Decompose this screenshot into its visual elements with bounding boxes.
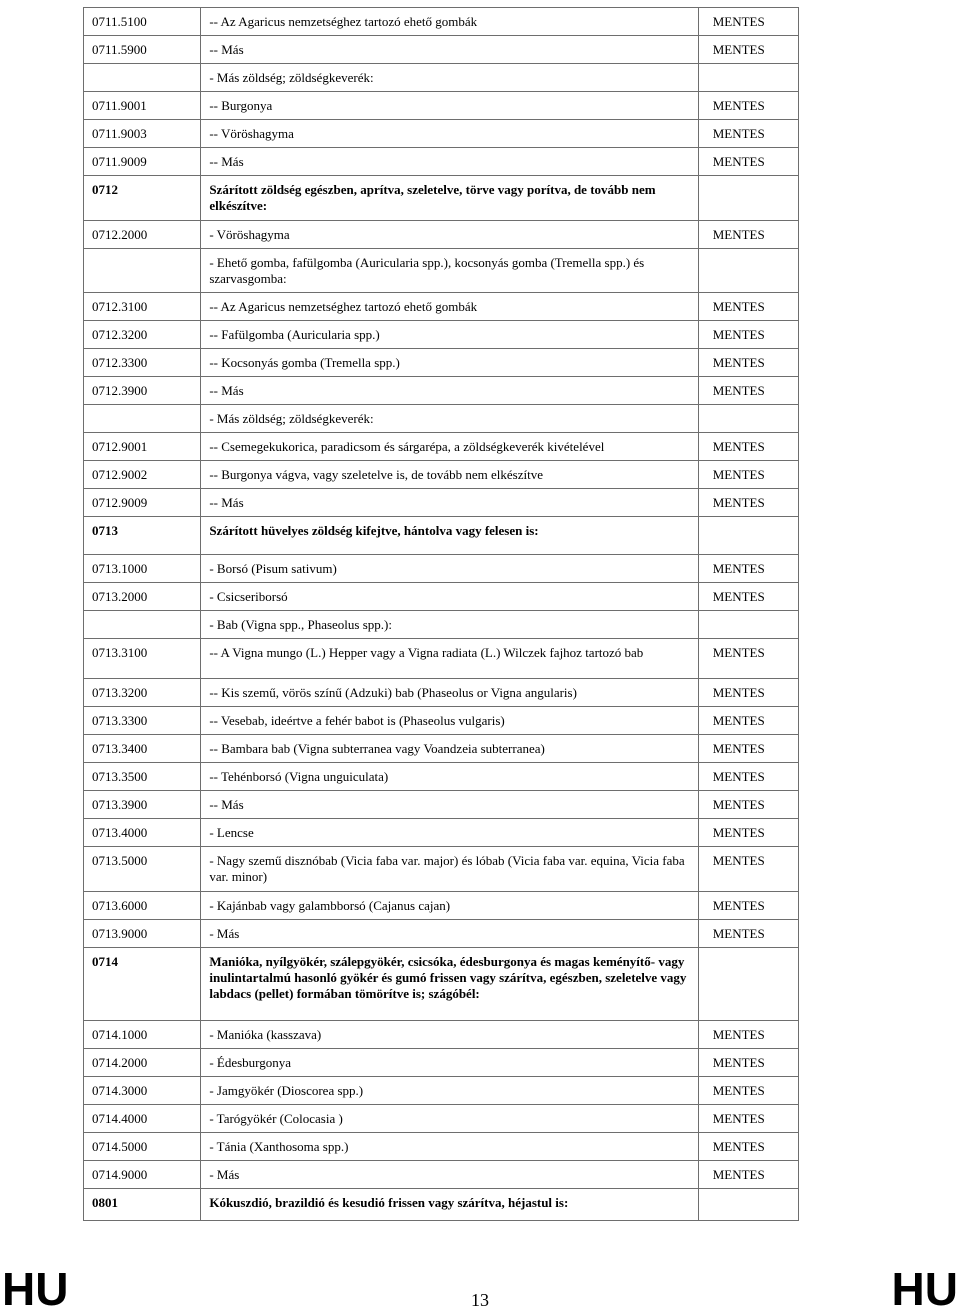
tariff-code-cell: 0711.9003 — [84, 120, 201, 148]
tariff-code-cell: 0712.9009 — [84, 489, 201, 517]
duty-rate-cell — [698, 517, 798, 555]
duty-rate-cell: MENTES — [698, 679, 798, 707]
description-cell: Manióka, nyílgyökér, szálepgyökér, csicsóka, édesburgonya és magas keményítő- vagy inulintartalmú hasonló gyökér és gumó frissen vagy szárítva, egészben, szeletelve vagy labdacs (pellet) formában tömörítve is; szágóbél: — [201, 948, 698, 1021]
tariff-code-cell: 0712.3200 — [84, 321, 201, 349]
tariff-code-cell: 0713.5000 — [84, 847, 201, 892]
description-cell: - Más — [201, 1161, 698, 1189]
table-row — [84, 176, 799, 221]
description-cell: - Más — [201, 920, 698, 948]
tariff-code-cell: 0711.9009 — [84, 148, 201, 176]
tariff-code-cell: 0713.3200 — [84, 679, 201, 707]
duty-rate-cell: MENTES — [698, 120, 798, 148]
description-cell: -- Az Agaricus nemzetséghez tartozó ehető gombák — [201, 293, 698, 321]
tariff-code-cell: 0712.3900 — [84, 377, 201, 405]
table-row — [84, 1105, 799, 1133]
duty-rate-cell: MENTES — [698, 1105, 798, 1133]
description-cell: - Tarógyökér (Colocasia ) — [201, 1105, 698, 1133]
description-cell: -- Kocsonyás gomba (Tremella spp.) — [201, 349, 698, 377]
description-cell: - Nagy szemű disznóbab (Vicia faba var. major) és lóbab (Vicia faba var. equina, Vicia faba var. minor) — [201, 847, 698, 892]
table-row — [84, 377, 799, 405]
duty-rate-cell: MENTES — [698, 8, 798, 36]
duty-rate-cell: MENTES — [698, 1077, 798, 1105]
duty-rate-cell: MENTES — [698, 148, 798, 176]
table-row — [84, 1021, 799, 1049]
table-row — [84, 555, 799, 583]
tariff-code-cell: 0713.3300 — [84, 707, 201, 735]
description-cell: - Borsó (Pisum sativum) — [201, 555, 698, 583]
duty-rate-cell: MENTES — [698, 293, 798, 321]
tariff-code-cell: 0712 — [84, 176, 201, 221]
description-cell: - Édesburgonya — [201, 1049, 698, 1077]
table-row — [84, 1133, 799, 1161]
table-row — [84, 791, 799, 819]
duty-rate-cell: MENTES — [698, 1161, 798, 1189]
table-row — [84, 707, 799, 735]
tariff-code-cell: 0713.6000 — [84, 892, 201, 920]
tariff-code-cell: 0711.5900 — [84, 36, 201, 64]
table-row — [84, 8, 799, 36]
tariff-code-cell: 0713.4000 — [84, 819, 201, 847]
description-cell: -- Vöröshagyma — [201, 120, 698, 148]
duty-rate-cell: MENTES — [698, 489, 798, 517]
footer-country-code-left: HU — [2, 1263, 69, 1315]
table-row — [84, 583, 799, 611]
table-row — [84, 1189, 799, 1221]
description-cell: - Kajánbab vagy galambborsó (Cajanus cajan) — [201, 892, 698, 920]
duty-rate-cell — [698, 64, 798, 92]
description-cell: Kókuszdió, brazildió és kesudió frissen vagy szárítva, héjastul is: — [201, 1189, 698, 1221]
tariff-code-cell: 0714.2000 — [84, 1049, 201, 1077]
table-row — [84, 735, 799, 763]
tariff-code-cell: 0712.9001 — [84, 433, 201, 461]
duty-rate-cell: MENTES — [698, 461, 798, 489]
description-cell: - Manióka (kasszava) — [201, 1021, 698, 1049]
description-cell: -- Tehénborsó (Vigna unguiculata) — [201, 763, 698, 791]
tariff-code-cell: 0713.9000 — [84, 920, 201, 948]
table-row — [84, 489, 799, 517]
tariff-code-cell: 0713.3500 — [84, 763, 201, 791]
duty-rate-cell: MENTES — [698, 639, 798, 679]
tariff-code-cell — [84, 405, 201, 433]
tariff-code-cell: 0713.3100 — [84, 639, 201, 679]
tariff-code-cell: 0712.2000 — [84, 221, 201, 249]
description-cell: - Bab (Vigna spp., Phaseolus spp.): — [201, 611, 698, 639]
description-cell: -- Fafülgomba (Auricularia spp.) — [201, 321, 698, 349]
table-row — [84, 1049, 799, 1077]
tariff-code-cell: 0714.5000 — [84, 1133, 201, 1161]
description-cell: - Más zöldség; zöldségkeverék: — [201, 64, 698, 92]
description-cell: - Lencse — [201, 819, 698, 847]
table-row — [84, 249, 799, 293]
tariff-code-cell: 0711.9001 — [84, 92, 201, 120]
description-cell: -- Az Agaricus nemzetséghez tartozó ehető gombák — [201, 8, 698, 36]
table-row — [84, 679, 799, 707]
table-row — [84, 433, 799, 461]
duty-rate-cell — [698, 948, 798, 1021]
duty-rate-cell — [698, 405, 798, 433]
tariff-code-cell: 0712.3100 — [84, 293, 201, 321]
tariff-code-cell: 0714.4000 — [84, 1105, 201, 1133]
table-row — [84, 349, 799, 377]
description-cell: - Jamgyökér (Dioscorea spp.) — [201, 1077, 698, 1105]
duty-rate-cell: MENTES — [698, 819, 798, 847]
description-cell: -- Más — [201, 36, 698, 64]
duty-rate-cell: MENTES — [698, 892, 798, 920]
description-cell: - Ehető gomba, fafülgomba (Auricularia spp.), kocsonyás gomba (Tremella spp.) és szarvasgomba: — [201, 249, 698, 293]
table-row — [84, 321, 799, 349]
description-cell: -- Burgonya — [201, 92, 698, 120]
tariff-table-body — [84, 8, 799, 1221]
description-cell: -- Vesebab, ideértve a fehér babot is (Phaseolus vulgaris) — [201, 707, 698, 735]
table-row — [84, 847, 799, 892]
tariff-code-cell: 0714 — [84, 948, 201, 1021]
duty-rate-cell: MENTES — [698, 36, 798, 64]
tariff-code-cell: 0714.1000 — [84, 1021, 201, 1049]
description-cell: -- Más — [201, 148, 698, 176]
description-cell: - Csicseriborsó — [201, 583, 698, 611]
table-row — [84, 148, 799, 176]
tariff-code-cell — [84, 611, 201, 639]
description-cell: - Vöröshagyma — [201, 221, 698, 249]
duty-rate-cell: MENTES — [698, 707, 798, 735]
tariff-code-cell: 0712.9002 — [84, 461, 201, 489]
tariff-code-cell: 0712.3300 — [84, 349, 201, 377]
table-row — [84, 819, 799, 847]
duty-rate-cell: MENTES — [698, 1021, 798, 1049]
duty-rate-cell: MENTES — [698, 92, 798, 120]
description-cell: -- Más — [201, 489, 698, 517]
duty-rate-cell: MENTES — [698, 791, 798, 819]
duty-rate-cell: MENTES — [698, 847, 798, 892]
table-row — [84, 892, 799, 920]
description-cell: -- A Vigna mungo (L.) Hepper vagy a Vigna radiata (L.) Wilczek fajhoz tartozó bab — [201, 639, 698, 679]
table-row — [84, 611, 799, 639]
duty-rate-cell: MENTES — [698, 1049, 798, 1077]
tariff-table — [83, 7, 799, 1221]
tariff-code-cell: 0801 — [84, 1189, 201, 1221]
table-row — [84, 1077, 799, 1105]
duty-rate-cell: MENTES — [698, 583, 798, 611]
description-cell: Szárított zöldség egészben, aprítva, szeletelve, törve vagy porítva, de tovább nem elkészítve: — [201, 176, 698, 221]
description-cell: -- Burgonya vágva, vagy szeletelve is, de tovább nem elkészítve — [201, 461, 698, 489]
table-row — [84, 36, 799, 64]
description-cell: -- Bambara bab (Vigna subterranea vagy Voandzeia subterranea) — [201, 735, 698, 763]
footer-country-code-right: HU — [891, 1263, 958, 1315]
table-row — [84, 64, 799, 92]
description-cell: -- Kis szemű, vörös színű (Adzuki) bab (Phaseolus or Vigna angularis) — [201, 679, 698, 707]
table-row — [84, 120, 799, 148]
description-cell: Szárított hüvelyes zöldség kifejtve, hántolva vagy felesen is: — [201, 517, 698, 555]
duty-rate-cell: MENTES — [698, 377, 798, 405]
description-cell: -- Csemegekukorica, paradicsom és sárgarépa, a zöldségkeverék kivételével — [201, 433, 698, 461]
duty-rate-cell: MENTES — [698, 321, 798, 349]
duty-rate-cell — [698, 1189, 798, 1221]
duty-rate-cell — [698, 611, 798, 639]
description-cell: -- Más — [201, 377, 698, 405]
duty-rate-cell: MENTES — [698, 735, 798, 763]
duty-rate-cell: MENTES — [698, 349, 798, 377]
table-row — [84, 639, 799, 679]
duty-rate-cell — [698, 176, 798, 221]
table-row — [84, 948, 799, 1021]
duty-rate-cell: MENTES — [698, 763, 798, 791]
description-cell: - Tánia (Xanthosoma spp.) — [201, 1133, 698, 1161]
table-row — [84, 1161, 799, 1189]
tariff-code-cell — [84, 64, 201, 92]
table-row — [84, 221, 799, 249]
table-row — [84, 293, 799, 321]
table-row — [84, 405, 799, 433]
table-row — [84, 517, 799, 555]
tariff-code-cell: 0713.1000 — [84, 555, 201, 583]
table-row — [84, 92, 799, 120]
table-row — [84, 920, 799, 948]
table-row — [84, 763, 799, 791]
description-cell: -- Más — [201, 791, 698, 819]
tariff-code-cell: 0713.3900 — [84, 791, 201, 819]
duty-rate-cell: MENTES — [698, 1133, 798, 1161]
tariff-code-cell — [84, 249, 201, 293]
duty-rate-cell: MENTES — [698, 555, 798, 583]
tariff-code-cell: 0713.2000 — [84, 583, 201, 611]
description-cell: - Más zöldség; zöldségkeverék: — [201, 405, 698, 433]
duty-rate-cell: MENTES — [698, 920, 798, 948]
duty-rate-cell: MENTES — [698, 221, 798, 249]
page-number: 13 — [471, 1290, 489, 1310]
tariff-code-cell: 0714.9000 — [84, 1161, 201, 1189]
tariff-code-cell: 0711.5100 — [84, 8, 201, 36]
table-row — [84, 461, 799, 489]
duty-rate-cell — [698, 249, 798, 293]
tariff-code-cell: 0714.3000 — [84, 1077, 201, 1105]
tariff-code-cell: 0713.3400 — [84, 735, 201, 763]
duty-rate-cell: MENTES — [698, 433, 798, 461]
tariff-code-cell: 0713 — [84, 517, 201, 555]
